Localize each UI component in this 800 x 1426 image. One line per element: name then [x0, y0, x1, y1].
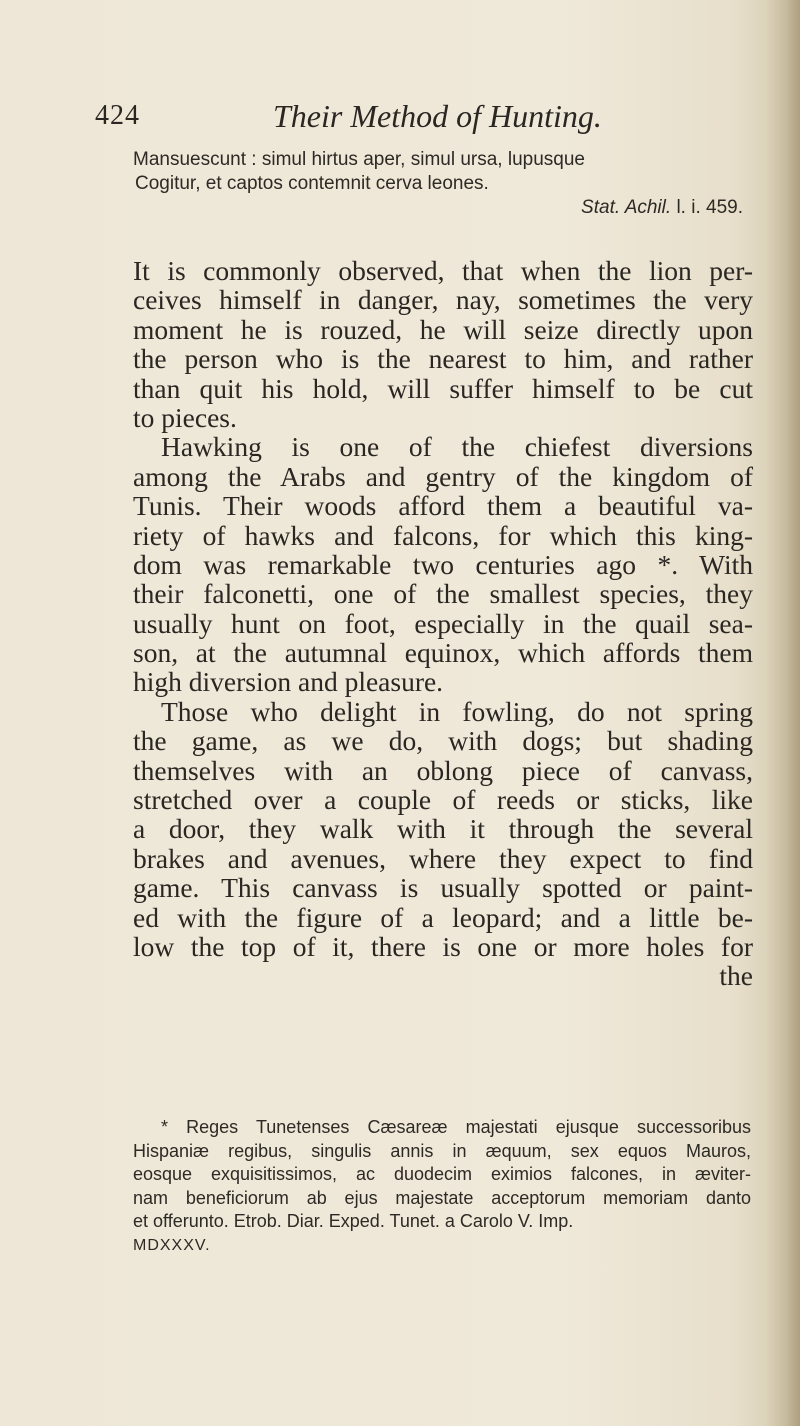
text-line: to pieces.: [133, 401, 237, 433]
text-line: It is commonly observed, that when the lion per-: [133, 255, 753, 286]
text-line: Those who delight in fowling, do not spring: [161, 695, 753, 727]
text-line: ed with the figure of a leopard; and a little be-: [133, 901, 753, 933]
page-number: 424: [95, 100, 140, 131]
footnote: [133, 1116, 751, 1257]
catchword: the: [719, 960, 753, 992]
body-text: [133, 256, 753, 991]
text-line: low the top of it, there is one or more holes for: [133, 930, 753, 962]
text-line: among the Arabs and gentry of the kingdom of: [133, 460, 753, 492]
text-line: a door, they walk with it through the several: [133, 813, 753, 845]
footnote-line: Hispaniæ regibus, singulis annis in æquum, sex equos Mauros,: [133, 1140, 751, 1161]
footnote-line: nam beneficiorum ab ejus majestate acceptorum memoriam danto: [133, 1187, 751, 1208]
text-line: moment he is rouzed, he will seize directly upon: [133, 313, 753, 345]
footnote-line: * Reges Tunetenses Cæsareæ majestati ejusque successoribus: [161, 1117, 751, 1137]
footnote-line: MDXXXV.: [133, 1236, 211, 1254]
page-title: Their Method of Hunting.: [273, 98, 602, 134]
text-line: than quit his hold, will suffer himself to be cut: [133, 372, 753, 404]
text-line: the game, as we do, with dogs; but shading: [133, 725, 753, 757]
running-head: [95, 100, 735, 140]
text-line: Tunis. Their woods afford them a beautiful va-: [133, 490, 753, 522]
text-line: Hawking is one of the chiefest diversions: [161, 431, 753, 463]
text-line: son, at the autumnal equinox, which affords them: [133, 637, 753, 669]
text-line: game. This canvass is usually spotted or paint-: [133, 872, 753, 904]
text-line: their falconetti, one of the smallest species, they: [133, 578, 753, 610]
text-line: themselves with an oblong piece of canvass,: [133, 754, 753, 786]
epigraph-source-work: Stat. Achil.: [581, 197, 672, 218]
epigraph-source-ref: l. i. 459.: [676, 197, 743, 218]
epigraph-line: Mansuescunt : simul hirtus aper, simul ursa, lupusque: [133, 149, 585, 170]
footnote-line: eosque exquisitissimos, ac duodecim eximios falcones, in æviter-: [133, 1164, 751, 1184]
epigraph-source: [133, 196, 753, 220]
text-line: ceives himself in danger, nay, sometimes the very: [133, 284, 753, 316]
text-line: riety of hawks and falcons, for which this king-: [133, 519, 753, 551]
epigraph-line: Cogitur, et captos contemnit cerva leones.: [135, 173, 489, 194]
page-edge-shadow: [766, 0, 800, 1426]
footnote-line: et offerunto. Etrob. Diar. Exped. Tunet. a Carolo V. Imp.: [133, 1211, 574, 1231]
text-line: the person who is the nearest to him, and rather: [133, 343, 753, 375]
text-line: high diversion and pleasure.: [133, 666, 444, 698]
text-line: usually hunt on foot, especially in the quail sea-: [133, 607, 753, 639]
text-line: dom was remarkable two centuries ago *. With: [133, 548, 753, 580]
text-line: brakes and avenues, where they expect to find: [133, 842, 753, 874]
text-line: stretched over a couple of reeds or sticks, like: [133, 784, 753, 816]
epigraph: [133, 148, 753, 220]
